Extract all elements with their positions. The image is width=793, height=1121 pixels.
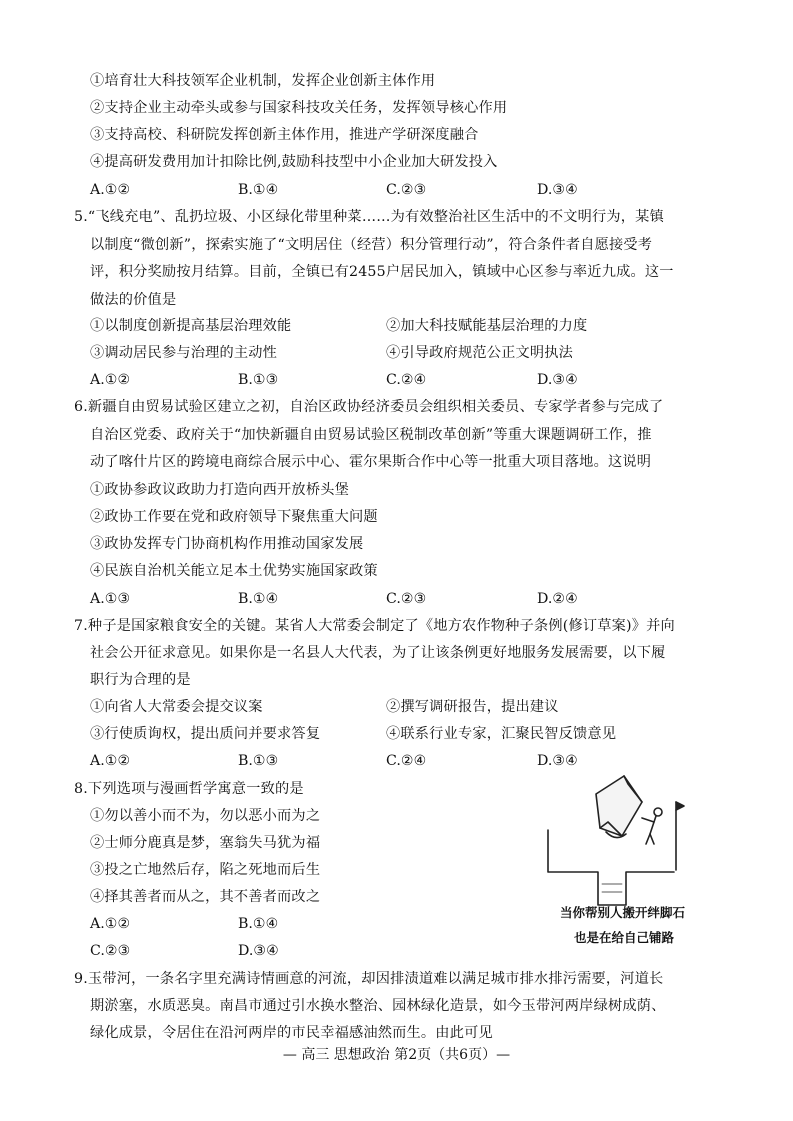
q5-statement-4: ④引导政府规范公正文明执法 <box>386 345 574 361</box>
q7-statement-2: ②撰写调研报告，提出建议 <box>386 699 559 715</box>
cartoon-caption-line-1: 当你帮别人搬开绊脚石 <box>560 905 686 920</box>
q5-statement-1: ①以制度创新提高基层治理效能 <box>90 318 292 334</box>
q6-statement-4: ④民族自治机关能立足本土优势实施国家政策 <box>90 563 378 579</box>
q5-option-d: D.③④ <box>537 372 578 388</box>
q8-statement-2: ②士师分鹿真是梦，塞翁失马犹为福 <box>90 835 321 851</box>
prev-statement-1: ①培育壮大科技领军企业机制，发挥企业创新主体作用 <box>90 73 436 89</box>
q7-option-b: B.①③ <box>238 753 279 769</box>
q8-statement-1: ①勿以善小而不为，勿以恶小而为之 <box>90 808 321 824</box>
q5-statement-3: ③调动居民参与治理的主动性 <box>90 345 278 361</box>
q5-option-b: B.①③ <box>238 372 279 388</box>
q6-statement-2: ②政协工作要在党和政府领导下聚焦重大问题 <box>90 509 378 525</box>
prev-statement-3: ③支持高校、科研院发挥创新主体作用，推进产学研深度融合 <box>90 127 479 143</box>
q8-option-c: C.②③ <box>90 943 131 959</box>
q9-stem-line-1: 9.玉带河，一条名字里充满诗情画意的河流，却因排渍道难以满足城市排水排污需要，河道长 <box>74 971 664 987</box>
prev-option-a: A.①② <box>90 182 131 198</box>
q6-stem-line-3: 动了喀什片区的跨境电商综合展示中心、霍尔果斯合作中心等一批重大项目落地。这说明 <box>90 454 652 470</box>
q5-option-c: C.②④ <box>386 372 427 388</box>
prev-statement-4: ④提高研发费用加计扣除比例,鼓励科技型中小企业加大研发投入 <box>90 154 498 170</box>
prev-option-b: B.①④ <box>238 182 279 198</box>
q6-option-c: C.②③ <box>386 591 427 607</box>
q6-option-b: B.①④ <box>238 591 279 607</box>
q5-stem-line-2: 以制度“微创新”，探索实施了“文明居住（经营）积分管理行动”，符合条件者自愿接受考 <box>90 237 653 253</box>
q7-statement-3: ③行使质询权，提出质问并要求答复 <box>90 726 321 742</box>
q5-stem-line-1: 5.“飞线充电”、乱扔垃圾、小区绿化带里种菜……为有效整治社区生活中的不文明行为，某镇 <box>74 209 664 225</box>
q6-option-d: D.②④ <box>537 591 578 607</box>
q5-stem-line-4: 做法的价值是 <box>90 292 177 308</box>
q9-stem-line-2: 期淤塞，水质恶臭。南昌市通过引水换水整治、园林绿化造景，如今玉带河两岸绿树成荫、 <box>90 998 666 1014</box>
q8-stem-line-1: 8.下列选项与漫画哲学寓意一致的是 <box>74 781 304 797</box>
q8-statement-3: ③投之亡地然后存，陷之死地而后生 <box>90 862 321 878</box>
q7-option-c: C.②④ <box>386 753 427 769</box>
q8-option-a: A.①② <box>90 916 131 932</box>
q7-stem-line-2: 社会公开征求意见。如果你是一名县人大代表，为了让该条例更好地服务发展需要，以下履 <box>90 645 666 661</box>
cartoon-caption-line-2: 也是在给自己铺路 <box>574 930 675 945</box>
q7-stem-line-1: 7.种子是国家粮食安全的关键。某省人大常委会制定了《地方农作物种子条例(修订草案)》并向 <box>74 618 675 634</box>
q7-statement-1: ①向省人大常委会提交议案 <box>90 699 263 715</box>
q7-statement-4: ④联系行业专家，汇聚民智反馈意见 <box>386 726 617 742</box>
q7-stem-line-3: 职行为合理的是 <box>90 672 191 688</box>
q6-option-a: A.①③ <box>90 591 131 607</box>
prev-option-c: C.②③ <box>386 182 427 198</box>
q6-stem-line-2: 自治区党委、政府关于“加快新疆自由贸易试验区税制改革创新”等重大课题调研工作，推 <box>90 427 652 443</box>
q5-statement-2: ②加大科技赋能基层治理的力度 <box>386 318 588 334</box>
q7-option-a: A.①② <box>90 753 131 769</box>
q8-option-d: D.③④ <box>238 943 279 959</box>
page-footer: — 高三 思想政治 第2页（共6页）— <box>282 1047 511 1063</box>
prev-option-d: D.③④ <box>537 182 578 198</box>
prev-statement-2: ②支持企业主动牵头或参与国家科技攻关任务，发挥领导核心作用 <box>90 100 508 116</box>
q6-statement-1: ①政协参政议政助力打造向西开放桥头堡 <box>90 482 349 498</box>
q7-option-d: D.③④ <box>537 753 578 769</box>
q8-option-b: B.①④ <box>238 916 279 932</box>
q8-statement-4: ④择其善者而从之，其不善者而改之 <box>90 889 321 905</box>
q5-option-a: A.①② <box>90 372 131 388</box>
q6-statement-3: ③政协发挥专门协商机构作用推动国家发展 <box>90 536 364 552</box>
q9-stem-line-3: 绿化成景，令居住在沿河两岸的市民幸福感油然而生。由此可见 <box>90 1025 493 1041</box>
q5-stem-line-3: 评，积分奖励按月结算。目前，全镇已有2455户居民加入，镇域中心区参与率近九成。这一 <box>90 264 674 280</box>
q6-stem-line-1: 6.新疆自由贸易试验区建立之初，自治区政协经济委员会组织相关委员、专家学者参与完成了 <box>74 399 664 415</box>
